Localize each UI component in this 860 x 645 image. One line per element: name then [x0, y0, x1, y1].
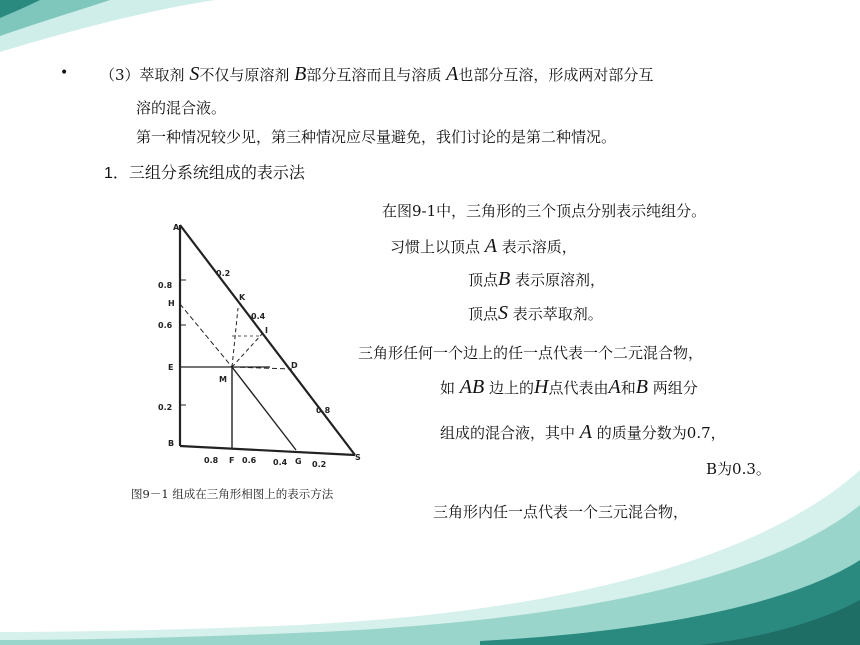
label-left-06: 0.6: [158, 321, 173, 330]
right-line7: [440, 422, 726, 443]
label-bot-08: 0.8: [204, 456, 219, 465]
ternary-diagram: [150, 220, 370, 480]
label-hyp-08: 0.8: [316, 406, 331, 415]
point-h-var: H: [534, 376, 549, 398]
label-bot-06: 0.6: [242, 456, 257, 465]
para3-prefix: （3）萃取剂: [100, 66, 185, 84]
label-H: H: [168, 299, 175, 308]
label-G: G: [295, 457, 302, 466]
edge-as: [180, 225, 355, 455]
label-I: I: [265, 326, 268, 335]
var-b: B: [294, 63, 307, 85]
comp-b-var: B: [635, 376, 648, 398]
label-B: B: [168, 439, 175, 448]
label-E: E: [168, 363, 174, 372]
vertex-b-var: B: [498, 268, 511, 290]
right-line8: B为0.3。: [706, 460, 771, 478]
figure-caption: 图9－1 组成在三角形相图上的表示方法: [131, 487, 334, 501]
right-line6: [440, 377, 698, 398]
label-A: A: [173, 223, 180, 232]
label-hyp-04: 0.4: [251, 312, 266, 321]
label-hyp-02: 0.2: [216, 269, 231, 278]
right-line4-pre: 顶点: [468, 305, 499, 323]
vertex-s-var: S: [498, 302, 509, 324]
comp-a-var: A: [608, 376, 621, 398]
line-m-to-i: [232, 334, 262, 367]
edge-ab-var: AB: [459, 376, 485, 398]
edge-bs: [180, 446, 355, 455]
right-line6-mid3: 和: [620, 379, 636, 397]
bullet-marker: •: [60, 65, 69, 81]
para3-mid2: 部分互溶而且与溶质: [306, 66, 442, 84]
para3-mid1: 不仅与原溶剂: [199, 66, 290, 84]
line-h-to-m: [180, 304, 232, 367]
label-M: M: [219, 375, 227, 384]
right-line6-mid2: 点代表由: [548, 379, 609, 397]
label-left-08: 0.8: [158, 281, 173, 290]
label-F: F: [229, 456, 235, 465]
right-line5: 三角形任何一个边上的任一点代表一个二元混合物，: [358, 344, 704, 362]
var-s: S: [189, 63, 200, 85]
right-line3-post: 表示原溶剂，: [515, 271, 606, 289]
right-line4-post: 表示萃取剂。: [512, 305, 603, 323]
right-line4: [468, 303, 603, 324]
para3-line2: 溶的混合液。: [136, 99, 227, 117]
label-K: K: [239, 293, 246, 302]
right-line2: [390, 236, 577, 257]
line-m-to-k: [232, 308, 238, 367]
section-heading: 1．三组分系统组成的表示法: [104, 165, 305, 182]
label-S: S: [355, 453, 361, 462]
right-line6-pre: 如: [440, 379, 456, 397]
right-line7-pre: 组成的混合液，其中: [440, 424, 576, 442]
label-D: D: [291, 361, 298, 370]
mass-a-var: A: [579, 421, 593, 443]
label-bot-02: 0.2: [312, 460, 327, 469]
line-m-to-g: [232, 367, 296, 450]
right-line2-post: 表示溶质，: [501, 238, 577, 256]
var-a: A: [446, 63, 459, 85]
right-line3: [468, 269, 605, 290]
right-line6-mid1: 边上的: [489, 379, 535, 397]
label-bot-04: 0.4: [273, 458, 288, 467]
para3-line1: [100, 64, 653, 85]
right-line9: 三角形内任一点代表一个三元混合物，: [433, 503, 689, 521]
right-line6-post: 两组分: [652, 379, 698, 397]
label-left-02: 0.2: [158, 403, 173, 412]
para3-line3: 第一种情况较少见，第三种情况应尽量避免，我们讨论的是第二种情况。: [136, 128, 617, 146]
para3-suffix: 也部分互溶，形成两对部分互: [458, 66, 654, 84]
vertex-a-var: A: [484, 235, 498, 257]
right-line1: 在图9-1中，三角形的三个顶点分别表示纯组分。: [382, 202, 707, 220]
right-line7-post: 的质量分数为0.7，: [596, 424, 726, 442]
right-line2-pre: 习惯上以顶点: [390, 238, 481, 256]
right-line3-pre: 顶点: [468, 271, 499, 289]
